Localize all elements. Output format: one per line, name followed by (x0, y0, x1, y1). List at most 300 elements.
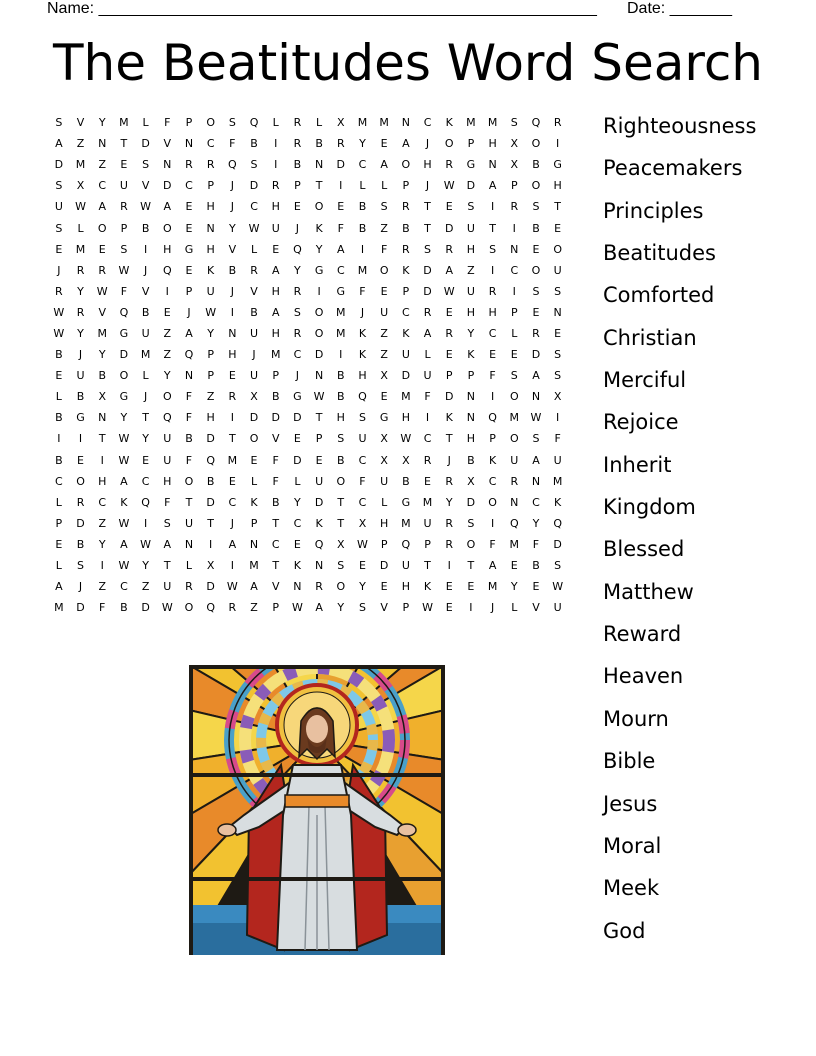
grid-letter[interactable]: J (78, 580, 83, 594)
grid-letter[interactable]: A (163, 200, 172, 214)
grid-letter[interactable]: J (57, 263, 61, 277)
grid-letter[interactable]: Y (228, 221, 236, 235)
grid-letter[interactable]: B (141, 305, 150, 319)
grid-letter[interactable]: M (357, 116, 368, 130)
grid-letter[interactable]: E (77, 453, 84, 467)
grid-letter[interactable]: A (271, 305, 280, 319)
grid-letter[interactable]: H (466, 432, 476, 446)
grid-letter[interactable]: A (423, 326, 432, 340)
grid-letter[interactable]: S (55, 221, 63, 235)
grid-letter[interactable]: H (488, 137, 497, 151)
grid-letter[interactable]: D (119, 348, 129, 362)
grid-letter[interactable]: D (531, 348, 541, 362)
grid-letter[interactable]: L (359, 179, 366, 193)
grid-letter[interactable]: M (336, 326, 346, 340)
grid-letter[interactable]: L (55, 559, 62, 573)
grid-letter[interactable]: S (489, 242, 497, 256)
grid-letter[interactable]: X (337, 537, 345, 551)
grid-letter[interactable]: N (531, 390, 541, 404)
grid-letter[interactable]: D (466, 495, 476, 509)
grid-letter[interactable]: S (510, 116, 518, 130)
grid-letter[interactable]: Y (98, 537, 106, 551)
grid-letter[interactable]: D (206, 432, 215, 446)
grid-letter[interactable]: W (53, 326, 65, 340)
grid-letter[interactable]: B (141, 221, 150, 235)
grid-letter[interactable]: P (467, 137, 475, 151)
grid-letter[interactable]: N (488, 158, 497, 172)
grid-letter[interactable]: K (402, 326, 410, 340)
grid-letter[interactable]: I (209, 537, 213, 551)
grid-letter[interactable]: R (55, 284, 63, 298)
grid-letter[interactable]: E (293, 200, 301, 214)
grid-letter[interactable]: Z (141, 580, 150, 594)
grid-letter[interactable]: T (315, 411, 323, 425)
grid-letter[interactable]: U (271, 221, 280, 235)
grid-letter[interactable]: J (143, 263, 148, 277)
grid-letter[interactable]: D (206, 495, 215, 509)
grid-letter[interactable]: R (293, 284, 302, 298)
grid-letter[interactable]: Q (249, 116, 259, 130)
grid-letter[interactable]: J (425, 179, 430, 193)
grid-letter[interactable]: M (509, 537, 520, 551)
grid-letter[interactable]: E (250, 453, 258, 467)
grid-letter[interactable]: G (293, 390, 302, 404)
grid-letter[interactable]: C (423, 116, 432, 130)
grid-letter[interactable]: S (380, 200, 388, 214)
grid-letter[interactable]: H (206, 411, 215, 425)
grid-letter[interactable]: R (206, 158, 215, 172)
grid-letter[interactable]: S (467, 516, 475, 530)
grid-letter[interactable]: D (76, 601, 85, 615)
grid-letter[interactable]: T (272, 559, 280, 573)
grid-letter[interactable]: P (424, 537, 431, 551)
grid-letter[interactable]: E (445, 200, 453, 214)
grid-letter[interactable]: N (401, 116, 410, 130)
grid-letter[interactable]: S (554, 369, 562, 383)
grid-letter[interactable]: K (250, 495, 258, 509)
grid-letter[interactable]: J (230, 516, 234, 530)
grid-letter[interactable]: C (358, 495, 367, 509)
grid-letter[interactable]: G (119, 326, 129, 340)
grid-letter[interactable]: C (120, 580, 128, 594)
grid-letter[interactable]: T (142, 411, 149, 425)
grid-letter[interactable]: A (55, 137, 63, 151)
grid-letter[interactable]: R (488, 284, 497, 298)
grid-letter[interactable]: U (380, 305, 389, 319)
grid-letter[interactable]: Q (184, 348, 194, 362)
grid-letter[interactable]: I (230, 559, 234, 573)
grid-letter[interactable]: H (206, 200, 215, 214)
grid-letter[interactable]: P (467, 369, 475, 383)
grid-letter[interactable]: L (250, 242, 258, 256)
grid-letter[interactable]: H (358, 369, 367, 383)
grid-letter[interactable]: Q (162, 411, 172, 425)
grid-letter[interactable]: X (380, 432, 388, 446)
grid-letter[interactable]: A (488, 179, 497, 193)
grid-letter[interactable]: H (401, 580, 410, 594)
grid-letter[interactable]: R (532, 326, 540, 340)
grid-letter[interactable]: S (510, 369, 518, 383)
grid-letter[interactable]: F (359, 284, 366, 298)
grid-letter[interactable]: P (510, 305, 518, 319)
grid-letter[interactable]: F (229, 137, 236, 151)
grid-letter[interactable]: I (274, 137, 278, 151)
grid-letter[interactable]: Q (509, 516, 519, 530)
grid-letter[interactable]: D (206, 580, 215, 594)
grid-letter[interactable]: Y (315, 242, 323, 256)
grid-letter[interactable]: T (337, 495, 345, 509)
grid-letter[interactable]: L (381, 495, 388, 509)
grid-letter[interactable]: R (402, 200, 410, 214)
grid-letter[interactable]: X (206, 559, 215, 573)
grid-letter[interactable]: N (184, 137, 194, 151)
grid-letter[interactable]: L (142, 369, 149, 383)
grid-letter[interactable]: D (76, 516, 85, 530)
grid-letter[interactable]: J (252, 348, 256, 362)
grid-letter[interactable]: E (380, 390, 388, 404)
grid-letter[interactable]: B (55, 411, 63, 425)
grid-letter[interactable]: W (400, 432, 412, 446)
grid-letter[interactable]: R (553, 116, 562, 130)
grid-letter[interactable]: B (358, 200, 367, 214)
grid-letter[interactable]: A (228, 537, 237, 551)
grid-letter[interactable]: H (228, 348, 237, 362)
grid-letter[interactable]: X (467, 474, 475, 488)
grid-letter[interactable]: F (272, 474, 279, 488)
grid-letter[interactable]: R (423, 305, 432, 319)
grid-letter[interactable]: A (488, 559, 497, 573)
grid-letter[interactable]: R (510, 200, 519, 214)
grid-letter[interactable]: J (295, 369, 300, 383)
grid-letter[interactable]: Z (76, 137, 85, 151)
grid-letter[interactable]: N (314, 158, 324, 172)
grid-letter[interactable]: J (425, 137, 430, 151)
grid-letter[interactable]: E (554, 326, 562, 340)
grid-letter[interactable]: T (120, 137, 128, 151)
grid-letter[interactable]: U (553, 601, 562, 615)
grid-letter[interactable]: K (445, 411, 453, 425)
grid-letter[interactable]: A (271, 263, 280, 277)
grid-letter[interactable]: S (77, 559, 85, 573)
grid-letter[interactable]: L (294, 474, 301, 488)
grid-letter[interactable]: U (510, 453, 519, 467)
grid-letter[interactable]: I (100, 559, 104, 573)
grid-letter[interactable]: Q (314, 537, 324, 551)
grid-letter[interactable]: O (553, 242, 562, 256)
grid-letter[interactable]: Q (119, 305, 129, 319)
grid-letter[interactable]: C (228, 495, 237, 509)
grid-letter[interactable]: Q (206, 453, 215, 467)
grid-letter[interactable]: W (140, 200, 152, 214)
grid-letter[interactable]: N (249, 537, 259, 551)
grid-letter[interactable]: E (489, 348, 497, 362)
grid-letter[interactable]: P (250, 516, 258, 530)
grid-letter[interactable]: X (402, 453, 410, 467)
grid-letter[interactable]: E (315, 453, 323, 467)
grid-letter[interactable]: W (313, 390, 325, 404)
grid-letter[interactable]: W (118, 432, 130, 446)
grid-letter[interactable]: D (249, 179, 259, 193)
grid-letter[interactable]: W (443, 284, 455, 298)
grid-letter[interactable]: E (467, 580, 475, 594)
grid-letter[interactable]: W (357, 537, 368, 551)
grid-letter[interactable]: B (206, 474, 215, 488)
grid-letter[interactable]: V (228, 242, 237, 256)
grid-letter[interactable]: Q (553, 516, 562, 530)
grid-letter[interactable]: L (424, 348, 431, 362)
grid-letter[interactable]: Q (206, 601, 215, 615)
grid-letter[interactable]: A (120, 537, 128, 551)
grid-letter[interactable]: O (488, 495, 497, 509)
grid-letter[interactable]: W (118, 263, 130, 277)
grid-letter[interactable]: F (532, 537, 540, 551)
grid-letter[interactable]: E (55, 537, 63, 551)
grid-letter[interactable]: C (55, 474, 63, 488)
grid-letter[interactable]: O (76, 474, 85, 488)
grid-letter[interactable]: E (510, 559, 518, 573)
grid-letter[interactable]: C (98, 179, 107, 193)
grid-letter[interactable]: B (293, 158, 302, 172)
grid-letter[interactable]: E (380, 284, 388, 298)
grid-letter[interactable]: V (98, 305, 106, 319)
grid-letter[interactable]: C (488, 326, 497, 340)
grid-letter[interactable]: K (423, 580, 432, 594)
grid-letter[interactable]: O (336, 580, 346, 594)
grid-letter[interactable]: U (141, 326, 150, 340)
grid-letter[interactable]: I (490, 516, 495, 530)
grid-letter[interactable]: P (207, 348, 214, 362)
grid-letter[interactable]: A (445, 263, 453, 277)
grid-letter[interactable]: Y (77, 326, 84, 340)
grid-letter[interactable]: U (54, 200, 63, 214)
grid-letter[interactable]: L (511, 326, 518, 340)
grid-letter[interactable]: J (187, 305, 191, 319)
grid-letter[interactable]: Y (142, 559, 149, 573)
grid-letter[interactable]: B (402, 474, 410, 488)
grid-letter[interactable]: E (228, 474, 236, 488)
grid-letter[interactable]: Y (163, 369, 171, 383)
grid-letter[interactable]: X (380, 369, 388, 383)
grid-letter[interactable]: L (316, 116, 323, 130)
grid-letter[interactable]: H (401, 411, 410, 425)
grid-letter[interactable]: M (97, 326, 107, 340)
grid-letter[interactable]: F (380, 242, 388, 256)
grid-letter[interactable]: O (444, 137, 454, 151)
grid-letter[interactable]: B (228, 263, 237, 277)
grid-letter[interactable]: D (314, 495, 324, 509)
grid-letter[interactable]: Q (488, 411, 497, 425)
grid-letter[interactable]: H (206, 242, 215, 256)
grid-letter[interactable]: U (553, 453, 562, 467)
grid-letter[interactable]: W (422, 601, 433, 615)
grid-letter[interactable]: G (336, 284, 346, 298)
grid-letter[interactable]: R (445, 474, 454, 488)
grid-letter[interactable]: C (532, 495, 540, 509)
grid-letter[interactable]: N (163, 158, 172, 172)
grid-letter[interactable]: E (55, 242, 63, 256)
grid-letter[interactable]: A (120, 474, 128, 488)
grid-letter[interactable]: U (315, 474, 324, 488)
grid-letter[interactable]: R (98, 263, 107, 277)
grid-letter[interactable]: S (228, 116, 236, 130)
grid-letter[interactable]: N (98, 137, 107, 151)
grid-letter[interactable]: W (530, 411, 542, 425)
grid-letter[interactable]: W (75, 200, 86, 214)
grid-letter[interactable]: I (339, 179, 343, 193)
grid-letter[interactable]: A (532, 369, 540, 383)
grid-letter[interactable]: K (445, 116, 453, 130)
grid-letter[interactable]: Q (141, 495, 150, 509)
grid-letter[interactable]: U (466, 284, 475, 298)
grid-letter[interactable]: T (185, 495, 193, 509)
grid-letter[interactable]: C (206, 137, 215, 151)
grid-letter[interactable]: S (142, 158, 150, 172)
grid-letter[interactable]: I (556, 411, 560, 425)
grid-letter[interactable]: L (77, 221, 84, 235)
grid-letter[interactable]: P (55, 516, 63, 530)
grid-letter[interactable]: E (120, 158, 128, 172)
grid-letter[interactable]: P (489, 432, 496, 446)
grid-letter[interactable]: W (291, 601, 303, 615)
grid-letter[interactable]: C (402, 305, 410, 319)
grid-letter[interactable]: U (163, 580, 172, 594)
grid-letter[interactable]: I (469, 601, 473, 615)
grid-letter[interactable]: E (358, 559, 366, 573)
grid-letter[interactable]: I (78, 432, 83, 446)
grid-letter[interactable]: U (553, 263, 562, 277)
grid-letter[interactable]: D (423, 263, 432, 277)
grid-letter[interactable]: E (142, 453, 150, 467)
grid-letter[interactable]: F (185, 453, 193, 467)
grid-letter[interactable]: B (55, 348, 63, 362)
grid-letter[interactable]: R (402, 242, 410, 256)
grid-letter[interactable]: S (467, 200, 475, 214)
grid-letter[interactable]: N (184, 369, 194, 383)
grid-letter[interactable]: C (293, 516, 302, 530)
grid-letter[interactable]: W (552, 580, 564, 594)
grid-letter[interactable]: Q (162, 263, 172, 277)
grid-letter[interactable]: W (161, 601, 173, 615)
grid-letter[interactable]: N (98, 411, 107, 425)
grid-letter[interactable]: R (228, 601, 237, 615)
grid-letter[interactable]: R (445, 326, 454, 340)
grid-letter[interactable]: K (467, 348, 475, 362)
grid-letter[interactable]: E (163, 305, 171, 319)
grid-letter[interactable]: O (379, 263, 389, 277)
grid-letter[interactable]: E (337, 200, 345, 214)
grid-letter[interactable]: K (358, 326, 367, 340)
grid-letter[interactable]: P (272, 601, 280, 615)
grid-letter[interactable]: J (230, 200, 234, 214)
grid-letter[interactable]: D (379, 559, 389, 573)
grid-letter[interactable]: O (119, 369, 129, 383)
grid-letter[interactable]: P (207, 369, 214, 383)
grid-letter[interactable]: F (164, 495, 171, 509)
grid-letter[interactable]: U (163, 453, 172, 467)
grid-letter[interactable]: I (512, 221, 516, 235)
grid-letter[interactable]: G (76, 411, 85, 425)
grid-letter[interactable]: B (98, 369, 106, 383)
grid-letter[interactable]: E (293, 537, 301, 551)
grid-letter[interactable]: B (76, 390, 85, 404)
grid-letter[interactable]: B (337, 453, 345, 467)
grid-letter[interactable]: U (206, 284, 215, 298)
grid-letter[interactable]: G (553, 158, 562, 172)
grid-letter[interactable]: S (358, 411, 366, 425)
grid-letter[interactable]: M (336, 305, 346, 319)
grid-letter[interactable]: M (140, 348, 151, 362)
grid-letter[interactable]: K (315, 516, 323, 530)
grid-letter[interactable]: O (509, 432, 519, 446)
grid-letter[interactable]: H (553, 179, 562, 193)
grid-letter[interactable]: Y (510, 580, 518, 594)
grid-letter[interactable]: U (401, 348, 410, 362)
grid-letter[interactable]: G (314, 263, 324, 277)
grid-letter[interactable]: C (358, 453, 367, 467)
grid-letter[interactable]: R (293, 326, 302, 340)
grid-letter[interactable]: I (339, 348, 343, 362)
grid-letter[interactable]: B (358, 221, 367, 235)
grid-letter[interactable]: Y (98, 348, 106, 362)
grid-letter[interactable]: N (510, 242, 519, 256)
grid-letter[interactable]: N (206, 221, 215, 235)
grid-letter[interactable]: Z (250, 601, 258, 615)
grid-letter[interactable]: S (554, 348, 562, 362)
grid-letter[interactable]: Y (120, 411, 128, 425)
grid-letter[interactable]: Y (98, 116, 106, 130)
grid-letter[interactable]: R (293, 137, 302, 151)
grid-letter[interactable]: N (314, 559, 324, 573)
grid-letter[interactable]: H (466, 305, 476, 319)
grid-letter[interactable]: L (272, 116, 279, 130)
grid-letter[interactable]: Q (358, 390, 367, 404)
grid-letter[interactable]: Y (359, 137, 366, 151)
grid-letter[interactable]: U (184, 516, 193, 530)
grid-letter[interactable]: Y (294, 263, 301, 277)
grid-letter[interactable]: I (143, 242, 148, 256)
grid-letter[interactable]: I (317, 284, 321, 298)
grid-letter[interactable]: E (185, 263, 193, 277)
grid-letter[interactable]: S (55, 179, 63, 193)
grid-letter[interactable]: W (205, 305, 217, 319)
grid-letter[interactable]: K (402, 263, 410, 277)
grid-letter[interactable]: T (424, 221, 431, 235)
grid-letter[interactable]: N (466, 411, 476, 425)
grid-letter[interactable]: H (488, 305, 497, 319)
grid-letter[interactable]: M (509, 411, 520, 425)
grid-letter[interactable]: V (271, 432, 280, 446)
grid-letter[interactable]: Z (163, 348, 172, 362)
grid-letter[interactable]: W (96, 284, 108, 298)
grid-letter[interactable]: Q (293, 242, 302, 256)
grid-letter[interactable]: F (185, 411, 193, 425)
grid-letter[interactable]: R (445, 537, 454, 551)
grid-letter[interactable]: B (250, 137, 258, 151)
grid-letter[interactable]: E (293, 432, 301, 446)
grid-letter[interactable]: K (554, 495, 562, 509)
grid-letter[interactable]: L (55, 495, 62, 509)
grid-letter[interactable]: A (380, 158, 388, 172)
grid-letter[interactable]: N (228, 326, 237, 340)
grid-letter[interactable]: H (98, 474, 107, 488)
grid-letter[interactable]: O (314, 326, 324, 340)
grid-letter[interactable]: D (553, 537, 562, 551)
grid-letter[interactable]: U (380, 474, 389, 488)
grid-letter[interactable]: E (55, 369, 63, 383)
grid-letter[interactable]: Z (98, 516, 106, 530)
grid-letter[interactable]: U (250, 369, 259, 383)
grid-letter[interactable]: B (467, 453, 475, 467)
